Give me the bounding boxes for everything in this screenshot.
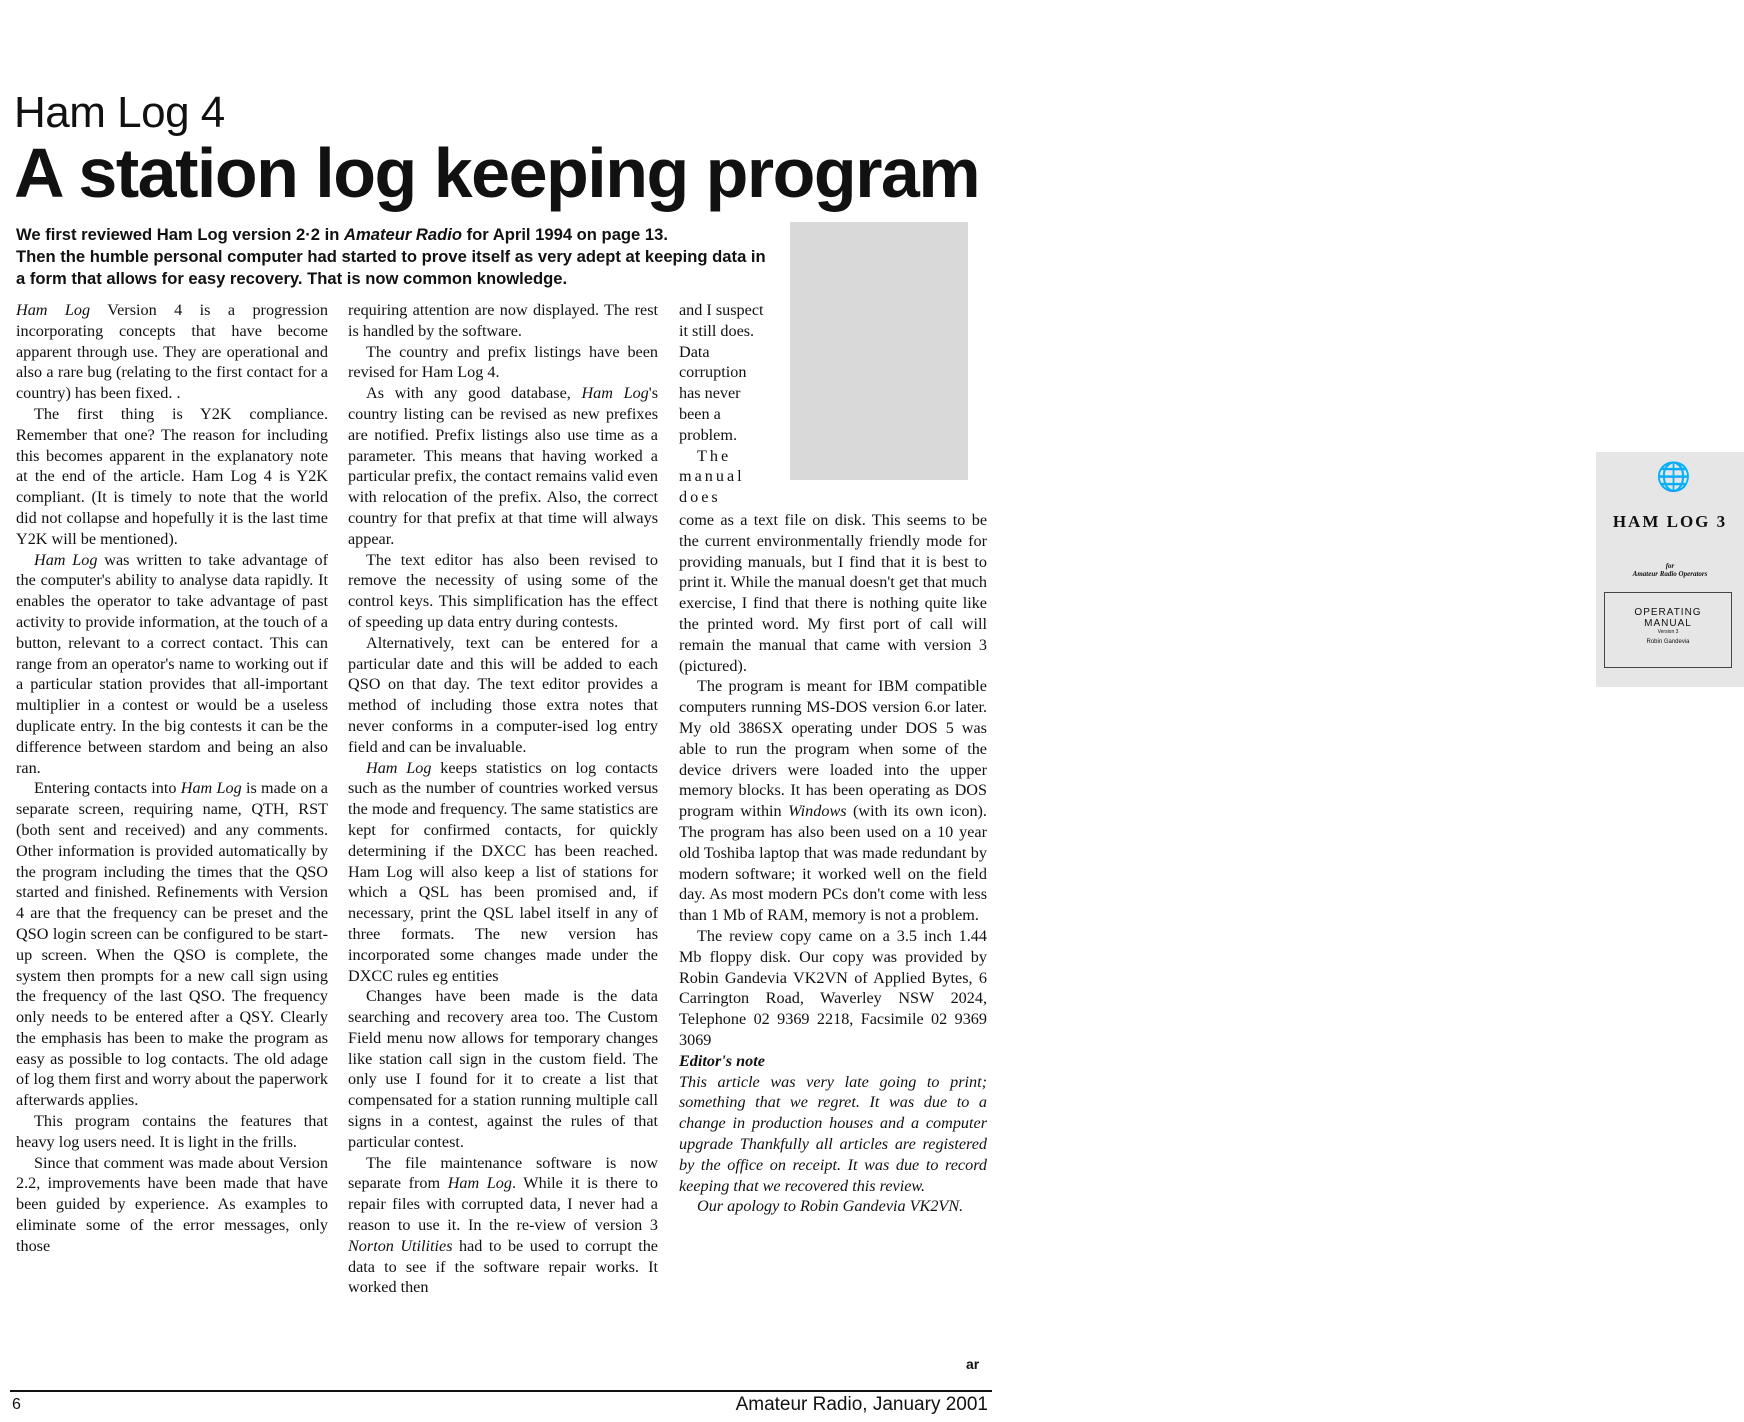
paragraph: and I suspect it still does. Data corruption has never been a problem.: [679, 301, 764, 444]
column-3-narrow: [679, 300, 767, 508]
standfirst-rest: Then the humble personal computer had started to prove itself as very adept at keeping data in a form that allows for easy recovery. That is now common knowledge.: [16, 247, 766, 288]
standfirst-text: We first reviewed Ham Log version 2·2 in: [16, 225, 344, 244]
manual-author: Robin Gandevia: [1646, 639, 1690, 645]
standfirst-magazine: Amateur Radio: [343, 225, 463, 244]
editor-note-text: This article was very late going to print; something that we regret. It was due to a change in production houses and a computer upgrade Thankfully all articles are registered by the office on receipt. It was due to record keeping that we recovered this review.: [679, 1072, 987, 1195]
manual-box-line1: OPERATING: [1634, 607, 1702, 618]
paragraph: Since that comment was made about Version 2.2, improvements have been made that have been guided by experience. As examples to eliminate some of the error messages, only those: [16, 1153, 328, 1255]
editor-note-heading: Editor's note: [679, 1051, 765, 1070]
paragraph: The first thing is Y2K compliance. Remember that one? The reason for including this becomes apparent in the explanatory note at the end of the article. Ham Log 4 is Y2K compliant. (It is timely to note that the world did not collapse and hopefully it is the last time Y2K will be mentioned).: [16, 404, 328, 548]
column-1: [16, 300, 328, 1257]
manual-cover: [1596, 452, 1744, 687]
footer-rule: [10, 1390, 992, 1392]
paragraph: Entering contacts into Ham Log is made on a separate screen, requiring name, QTH, RST (both sent and received) and any comments. Other information is provided automatically by the program including the times that the QSO started and finished. Refinements with Version 4 are that the frequency can be preset and the QSO login screen can be configured to be start-up screen. When the QSO is complete, the system then prompts for a new call sign using the frequency of the last QSO. The frequency only needs to be entered after a QSY. Clearly the emphasis has been to make the program as easy as possible to log contacts. The old adage of log them first and worry about the paperwork afterwards applies.: [16, 779, 328, 1110]
paragraph: The review copy came on a 3.5 inch 1.44 Mb floppy disk. Our copy was provided by Robin Gandevia VK2VN of Applied Bytes, 6 Carrington Road, Waverley NSW 2024, Telephone 02 9369 2218, Facsimile 02 9369 3069: [679, 926, 987, 1049]
article-standfirst: [16, 224, 776, 290]
column-2: [348, 300, 658, 1298]
paragraph: As with any good database, Ham Log's country listing can be revised as new prefixes are notified. Prefix listings also use time as a parameter. This means that having worked a particular prefix, the contact remains valid even with relocation of the prefix. Also, the correct country for that prefix at that time will always appear.: [348, 384, 658, 548]
end-mark: ar: [966, 1356, 980, 1372]
paragraph: Ham Log Version 4 is a progression incorporating concepts that have become apparent through use. They are operational and also a rare bug (relating to the first contact for a country) has been fixed. .: [16, 301, 328, 403]
paragraph: come as a text file on disk. This seems to be the current environmentally friendly mode for providing manuals, but I find that it is best to print it. While the manual doesn't get that much exercise, I find that there is nothing quite like the printed word. My first port of call will remain the manual that came with version 3 (pictured).: [679, 511, 987, 675]
paragraph: The country and prefix listings have been revised for Ham Log 4.: [348, 342, 658, 382]
journal-footer: Amateur Radio, January 2001: [735, 1394, 988, 1415]
manual-label-box: [1604, 592, 1732, 668]
page-number: 6: [12, 1396, 21, 1413]
paragraph: The manual does: [679, 446, 745, 507]
paragraph: Changes have been made is the data searching and recovery area too. The Custom Field menu now allows for temporary changes like station call sign in the custom field. The only use I found for it to create a list that compensated for a station running multiple call signs in a contest, against the rules of that particular contest.: [348, 987, 658, 1151]
paragraph: Ham Log keeps statistics on log contacts such as the number of countries worked versus the mode and frequency. The same statistics are kept for confirmed contacts, for quickly determining if the DXCC has been reached. Ham Log will also keep a list of stations for which a QSL has been promised and, if necessary, print the QSL label itself in any of three formats. The new version has incorporated some changes made under the DXCC rules eg entities: [348, 758, 658, 985]
paragraph: This program contains the features that heavy log users need. It is light in the frills.: [16, 1112, 328, 1151]
globe-icon: 🌐: [1656, 460, 1691, 493]
paragraph: Ham Log was written to take advantage of the computer's ability to analyse data rapidly. It enables the operator to take advantage of past activity to provide information, at the touch of a button, relevant to a correct contact. This can range from an operator's name to working out if a particular station provides that all-important multiplier in a contest or would be a useless duplicate entry. In the big contests it can be the difference between stardom and being an also ran.: [16, 550, 328, 777]
article-kicker: Ham Log 4: [14, 88, 225, 137]
manual-subtitle: for Amateur Radio Operators: [1632, 562, 1708, 578]
standfirst-text-end: for April 1994 on page 13.: [462, 225, 668, 244]
paragraph: The program is meant for IBM compatible computers running MS-DOS version 6.or later. My old 386SX operating under DOS 5 was able to run the program when some of the device drivers were loaded into the upper memory blocks. It has been operating as DOS program within Windows (with its own icon). The program has also been used on a 10 year old Toshiba laptop that was made redundant by modern software; it worked well on the field day. As most modern PCs don't come with less than 1 Mb of RAM, memory is not a problem.: [679, 677, 987, 925]
manual-title: HAM LOG 3: [1612, 512, 1728, 531]
editor-note-apology: Our apology to Robin Gandevia VK2VN.: [697, 1197, 964, 1216]
paragraph: The text editor has also been revised to remove the necessity of using some of the control keys. This simplification has the effect of speeding up data entry during contests.: [348, 550, 658, 631]
paragraph: requiring attention are now displayed. The rest is handled by the software.: [348, 301, 658, 340]
paragraph: The file maintenance software is now separate from Ham Log. While it is there to repair files with corrupted data, I never had a reason to use it. In the re-view of version 3 Norton Utilities had to be used to corrupt the data to see if the software repair works. It worked then: [348, 1153, 658, 1297]
column-3: [679, 510, 987, 1217]
article-headline: A station log keeping program: [14, 134, 980, 212]
manual-box-line2: MANUAL: [1644, 618, 1692, 629]
paragraph: Alternatively, text can be entered for a particular date and this will be added to each QSO on that day. The text editor provides a method of including those extra notes that never conforms in a computer-ised log entry field and can be invaluable.: [348, 633, 658, 756]
manual-version: Version 3: [1657, 629, 1679, 635]
